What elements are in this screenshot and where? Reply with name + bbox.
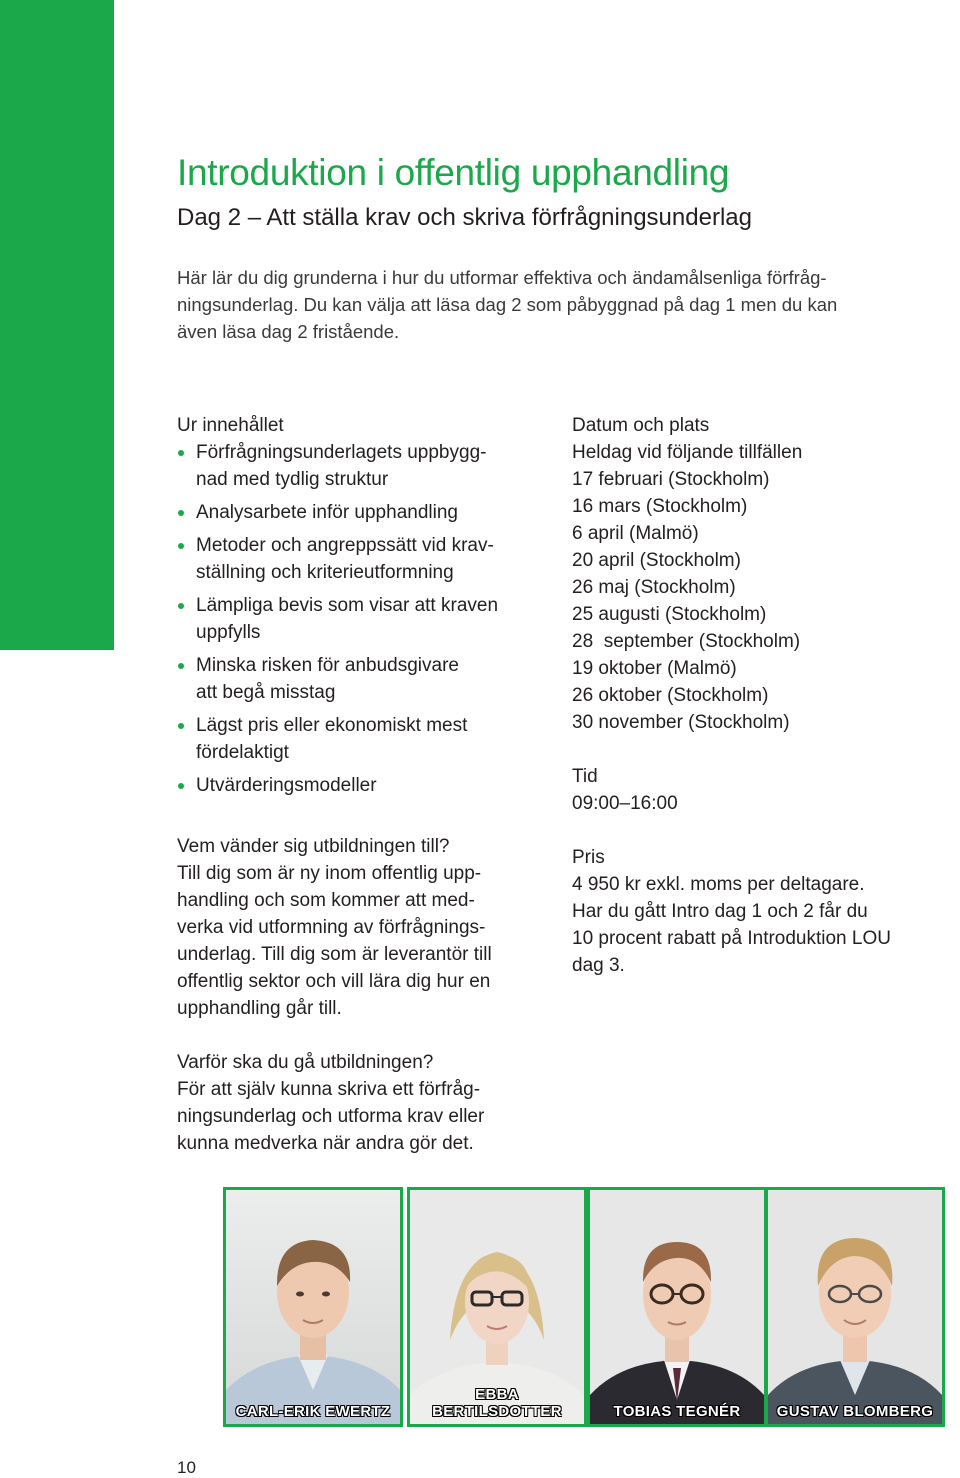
date-item: 28 september (Stockholm) xyxy=(572,631,801,652)
date-item: 25 augusti (Stockholm) xyxy=(572,604,767,625)
portrait-photo xyxy=(407,1187,587,1427)
person-name: EBBA BERTILSDOTTER xyxy=(432,1386,562,1420)
intro-paragraph xyxy=(177,264,917,345)
why-line: För att själv kunna skriva ett förfråg- xyxy=(177,1079,481,1100)
right-column xyxy=(572,412,952,979)
audience-line: offentlig sektor och vill lära dig hur en xyxy=(177,971,491,992)
list-item: Metoder och angreppssätt vid krav- ställning och kriterieutformning xyxy=(177,532,537,586)
portrait-photo xyxy=(765,1187,945,1427)
intro-line: ningsunderlag. Du kan välja att läsa dag 2 som påbyggnad på dag 1 men du kan xyxy=(177,294,838,315)
audience-heading: Vem vänder sig utbildningen till? xyxy=(177,836,450,857)
time-value: 09:00–16:00 xyxy=(572,793,678,814)
audience-line: underlag. Till dig som är leverantör till xyxy=(177,944,492,965)
date-item: 30 november (Stockholm) xyxy=(572,712,790,733)
page-title: Introduktion i offentlig upphandling xyxy=(177,152,730,193)
audience-line: upphandling går till. xyxy=(177,998,342,1019)
dates-subheading: Heldag vid följande tillfällen xyxy=(572,442,803,463)
portrait-photo xyxy=(587,1187,767,1427)
dates-heading: Datum och plats xyxy=(572,415,710,436)
why-heading: Varför ska du gå utbildningen? xyxy=(177,1052,434,1073)
audience-line: Till dig som är ny inom offentlig upp- xyxy=(177,863,482,884)
person-name: GUSTAV BLOMBERG xyxy=(776,1403,934,1420)
audience-line: handling och som kommer att med- xyxy=(177,890,475,911)
price-line: Har du gått Intro dag 1 och 2 får du xyxy=(572,901,868,922)
content-heading: Ur innehållet xyxy=(177,415,284,436)
date-item: 20 april (Stockholm) xyxy=(572,550,741,571)
left-column xyxy=(177,412,537,1157)
list-item: Förfrågningsunderlagets uppbygg- nad med tydlig struktur xyxy=(177,439,537,493)
bullet-dot-icon xyxy=(178,783,184,789)
price-heading: Pris xyxy=(572,847,605,868)
price-line: 10 procent rabatt på Introduktion LOU xyxy=(572,928,891,949)
page-subtitle: Dag 2 – Att ställa krav och skriva förfrågningsunderlag xyxy=(177,204,752,231)
date-item: 26 maj (Stockholm) xyxy=(572,577,736,598)
portrait-image-icon xyxy=(590,1190,764,1424)
instructor-photos xyxy=(193,1187,945,1427)
person-name: TOBIAS TEGNÉR xyxy=(613,1403,741,1420)
bullet-dot-icon xyxy=(178,543,184,549)
why-line: ningsunderlag och utforma krav eller xyxy=(177,1106,485,1127)
time-heading: Tid xyxy=(572,766,598,787)
list-item: Lämpliga bevis som visar att kraven uppfylls xyxy=(177,592,537,646)
date-item: 19 oktober (Malmö) xyxy=(572,658,737,679)
green-side-bar xyxy=(0,0,114,650)
audience-line: verka vid utformning av förfrågnings- xyxy=(177,917,486,938)
intro-line: Här lär du dig grunderna i hur du utformar effektiva och ändamålsenliga förfråg- xyxy=(177,267,827,288)
bullet-dot-icon xyxy=(178,603,184,609)
why-line: kunna medverka när andra gör det. xyxy=(177,1133,474,1154)
date-item: 26 oktober (Stockholm) xyxy=(572,685,769,706)
list-item: Analysarbete inför upphandling xyxy=(177,499,537,526)
person-name: CARL-ERIK EWERTZ xyxy=(235,1403,391,1420)
date-item: 6 april (Malmö) xyxy=(572,523,699,544)
list-item: Lägst pris eller ekonomiskt mest fördelaktigt xyxy=(177,712,537,766)
bullet-dot-icon xyxy=(178,510,184,516)
intro-line: även läsa dag 2 fristående. xyxy=(177,321,400,342)
bullet-dot-icon xyxy=(178,450,184,456)
portrait-photo xyxy=(223,1187,403,1427)
list-item: Utvärderingsmodeller xyxy=(177,772,537,799)
page-number: 10 xyxy=(177,1458,196,1477)
price-line: dag 3. xyxy=(572,955,625,976)
date-item: 17 februari (Stockholm) xyxy=(572,469,770,490)
portrait-image-icon xyxy=(226,1190,400,1424)
portrait-image-icon xyxy=(768,1190,942,1424)
date-item: 16 mars (Stockholm) xyxy=(572,496,748,517)
price-line: 4 950 kr exkl. moms per deltagare. xyxy=(572,874,865,895)
bullet-dot-icon xyxy=(178,723,184,729)
bullet-dot-icon xyxy=(178,663,184,669)
list-item: Minska risken för anbudsgivare att begå misstag xyxy=(177,652,537,706)
content-list xyxy=(177,439,537,799)
